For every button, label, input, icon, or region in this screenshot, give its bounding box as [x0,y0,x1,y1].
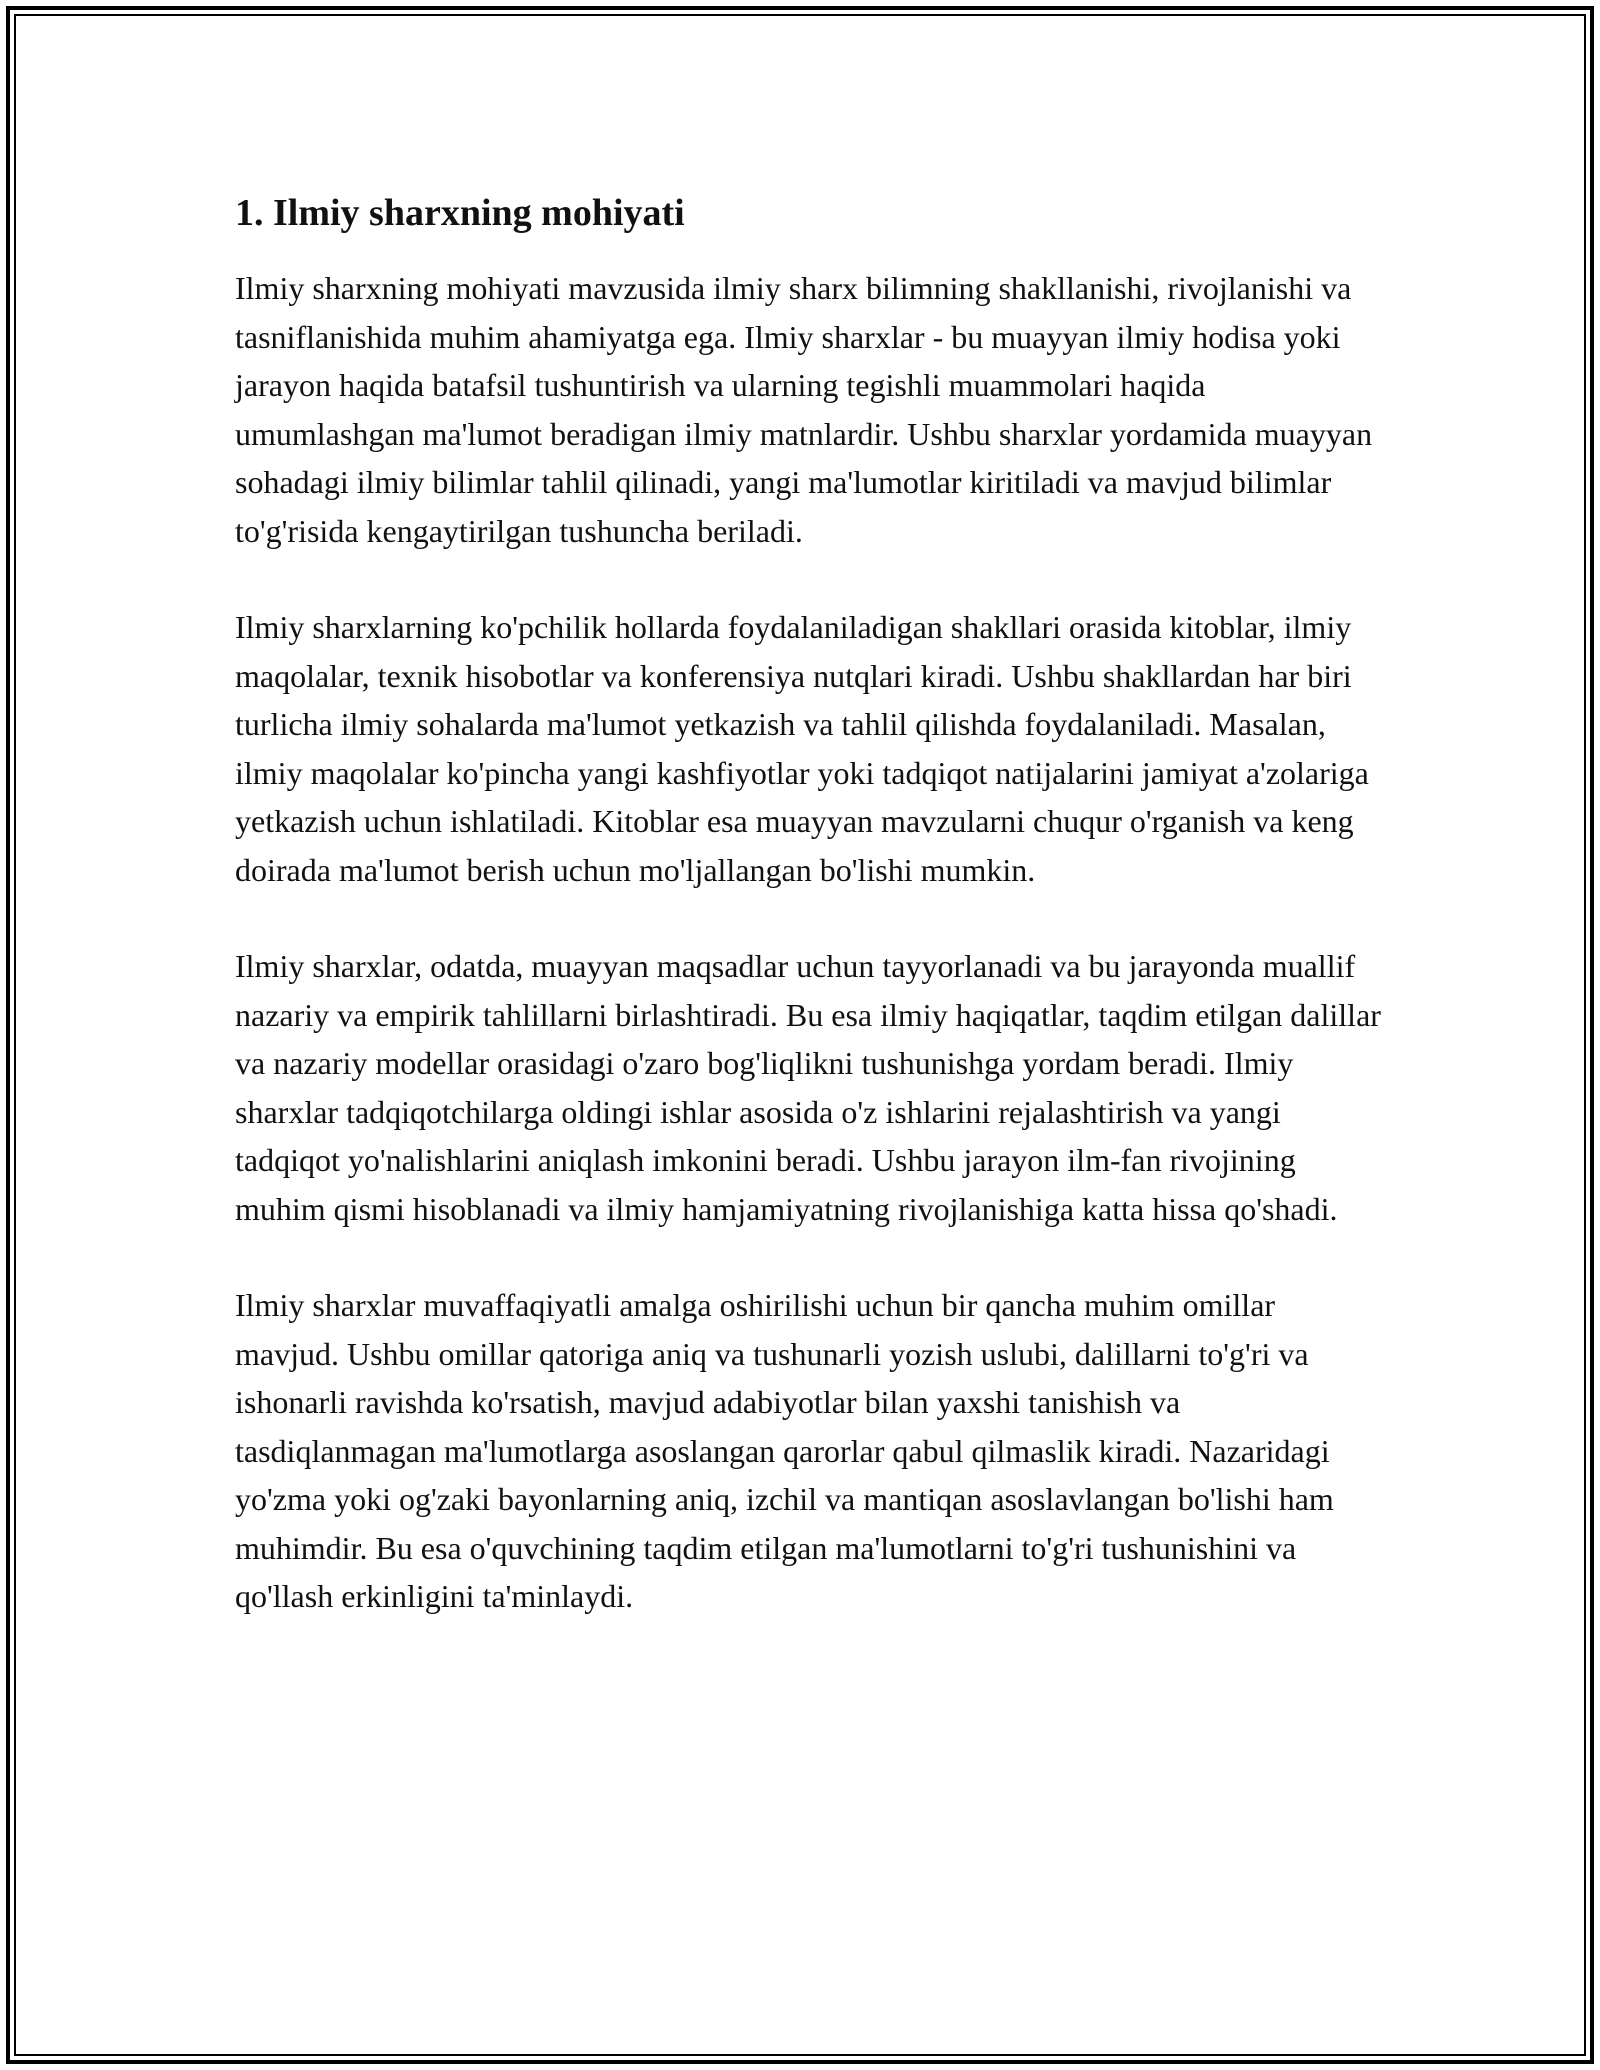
paragraph-4: Ilmiy sharxlar muvaffaqiyatli amalga oshirilishi uchun bir qancha muhim omillar mavjud. Ushbu omillar qatoriga aniq va tushunarli yozish uslubi, dalillarni to'g'ri va ishonarli ravishda ko'rsatish, mavjud adabiyotlar bilan yaxshi tanishish va tasdiqlanmagan ma'lumotlarga asoslangan qarorlar qabul qilmaslik kiradi. Nazaridagi yo'zma yoki og'zaki bayonlarning aniq, izchil va mantiqan asoslavlangan bo'lishi ham muhimdir. Bu esa o'quvchining taqdim etilgan ma'lumotlarni to'g'ri tushunishini va qo'llash erkinligini ta'minlaydi. [235,1287,1334,1614]
paragraph-2: Ilmiy sharxlarning ko'pchilik hollarda foydalaniladigan shakllari orasida kitoblar, ilmiy maqolalar, texnik hisobotlar va konferensiya nutqlari kiradi. Ushbu shakllardan har biri turlicha ilmiy sohalarda ma'lumot yetkazish va tahlil qilishda foydalaniladi. Masalan, ilmiy maqolalar ko'pincha yangi kashfiyotlar yoki tadqiqot natijalarini jamiyat a'zolariga yetkazish uchun ishlatiladi. Kitoblar esa muayyan mavzularni chuqur o'rganish va keng doirada ma'lumot berish uchun mo'ljallangan bo'lishi mumkin. [235,609,1369,888]
document-body [235,188,1385,1669]
section-heading: 1. Ilmiy sharxning mohiyati [235,192,685,234]
paragraph-3: Ilmiy sharxlar, odatda, muayyan maqsadlar uchun tayyorlanadi va bu jarayonda muallif nazariy va empirik tahlillarni birlashtiradi. Bu esa ilmiy haqiqatlar, taqdim etilgan dalillar va nazariy modellar orasidagi o'zaro bog'liqlikni tushunishga yordam beradi. Ilmiy sharxlar tadqiqotchilarga oldingi ishlar asosida o'z ishlarini rejalashtirish va yangi tadqiqot yo'nalishlarini aniqlash imkonini beradi. Ushbu jarayon ilm-fan rivojining muhim qismi hisoblanadi va ilmiy hamjamiyatning rivojlanishiga katta hissa qo'shadi. [235,948,1381,1227]
paragraph-1: Ilmiy sharxning mohiyati mavzusida ilmiy sharx bilimning shakllanishi, rivojlanishi va tasniflanishida muhim ahamiyatga ega. Ilmiy sharxlar - bu muayyan ilmiy hodisa yoki jarayon haqida batafsil tushuntirish va ularning tegishli muammolari haqida umumlashgan ma'lumot beradigan ilmiy matnlardir. Ushbu sharxlar yordamida muayyan sohadagi ilmiy bilimlar tahlil qilinadi, yangi ma'lumotlar kiritiladi va mavjud bilimlar to'g'risida kengaytirilgan tushuncha beriladi. [235,270,1373,549]
